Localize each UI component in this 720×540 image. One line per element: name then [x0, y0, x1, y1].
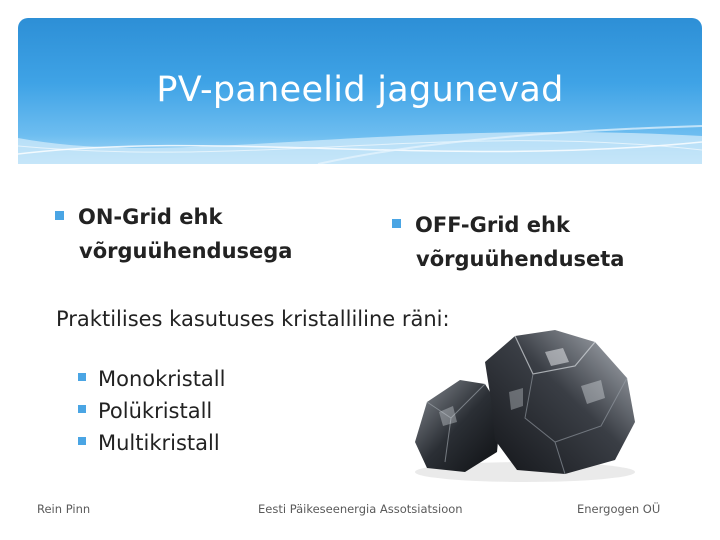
- footer-company: Energogen OÜ: [577, 502, 661, 516]
- list-item: Monokristall: [78, 363, 225, 395]
- slide-title: PV-paneelid jagunevad: [156, 70, 564, 110]
- list-item: Polükristall: [78, 395, 225, 427]
- square-bullet-icon: [55, 211, 64, 220]
- on-grid-line1: ON-Grid ehk: [78, 205, 223, 229]
- silicon-crystal-image: [405, 322, 645, 487]
- crystal-type-list: [78, 363, 225, 459]
- on-grid-block: [55, 200, 292, 268]
- on-grid-line2: võrguühendusega: [79, 239, 293, 263]
- off-grid-line2: võrguühenduseta: [416, 247, 625, 271]
- square-bullet-icon: [392, 219, 401, 228]
- footer-author: Rein Pinn: [37, 502, 91, 516]
- square-bullet-icon: [78, 437, 86, 445]
- intro-text: Praktilises kasutuses kristalliline räni:: [56, 307, 450, 331]
- off-grid-line1: OFF-Grid ehk: [415, 213, 570, 237]
- list-item: Multikristall: [78, 427, 225, 459]
- footer-organization: Eesti Päikeseenergia Assotsiatsioon: [258, 502, 463, 516]
- off-grid-block: [392, 208, 624, 276]
- title-banner: [18, 18, 702, 164]
- square-bullet-icon: [78, 405, 86, 413]
- square-bullet-icon: [78, 373, 86, 381]
